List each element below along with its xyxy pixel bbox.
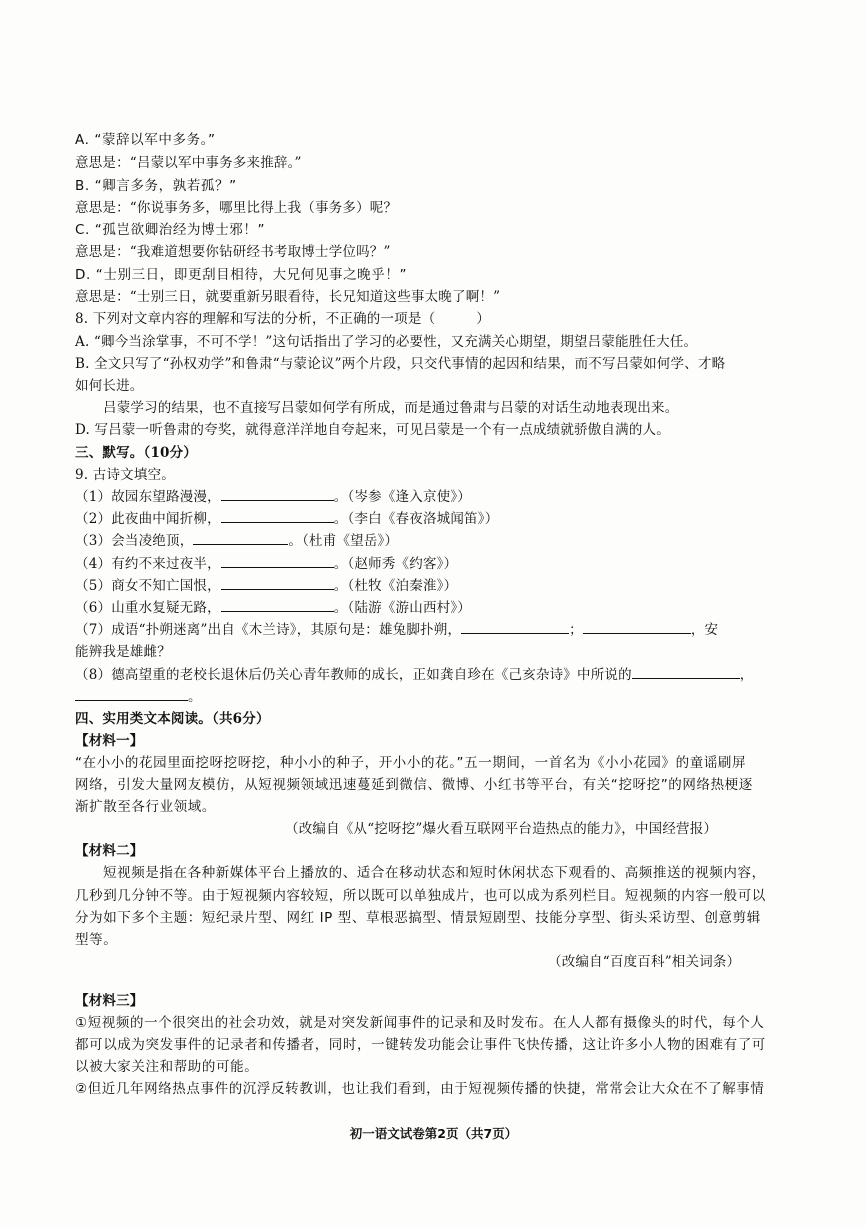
material1-para-line1: “在小小的花园里面挖呀挖呀挖，种小小的种子，开小小的花。”五一期间，一首名为《小小花园》的童谣刷屏 — [75, 755, 747, 771]
q9-item-7-cont: 能辨我是雄雌？ — [75, 644, 171, 660]
q9-item-8: （8）德高望重的老校长退休后仍关心青年教师的成长，正如龚自珍在《己亥杂诗》中所说的 ， — [75, 667, 754, 683]
material2-label: 【材料二】 — [75, 843, 144, 859]
answer-blank-8b[interactable] — [75, 688, 188, 701]
material3-para-line1: ①短视频的一个很突出的社会功效，就是对突发新闻事件的记录和及时发布。在人人都有摄像头的时代，每个人 — [75, 1015, 765, 1031]
q9-stem: 9. 古诗文填空。 — [75, 467, 175, 483]
q8-option-a: A. “卿今当涂掌事，不可不学！”这句话指出了学习的必要性，又充满关心期望，期望吕蒙能胜任大任。 — [75, 334, 698, 350]
q7-option-d-quote: D. “士别三日，即更刮目相待，大兄何见事之晚乎！” — [75, 267, 408, 283]
answer-blank-1[interactable] — [221, 488, 334, 501]
q7-option-c-meaning: 意思是：“我难道想要你钻研经书考取博士学位吗？” — [75, 244, 391, 260]
material3-label: 【材料三】 — [75, 993, 144, 1009]
section4-title: 四、实用类文本阅读。（共6分） — [75, 711, 270, 727]
q9-item-2: （2）此夜曲中闻折柳， 。（李白《春夜洛城闻笛》） — [75, 511, 499, 527]
material1-source: （改编自《从“挖呀挖”爆火看互联网平台造热点的能力》，中国经营报） — [285, 821, 718, 837]
q8-option-b-line2: 如何长进。 — [75, 378, 144, 394]
material2-para-line4: 型等。 — [75, 932, 118, 948]
q7-option-c-quote: C. “孤岂欲卿治经为博士邪！” — [75, 222, 266, 238]
q7-option-b-quote: B. “卿言多务，孰若孤？” — [75, 178, 237, 194]
answer-blank-3[interactable] — [193, 532, 288, 545]
material3-para-line4: ②但近几年网络热点事件的沉浮反转教训，也让我们看到，由于短视频传播的快捷，常常会让大众在不了解事情 — [75, 1081, 765, 1097]
q8-option-b-line1: B. 全文只写了“孙权劝学”和鲁肃“与蒙论议”两个片段，只交代事情的起因和结果，而不写吕蒙如何学、才略 — [75, 356, 726, 372]
material1-para-line2: 网络，引发大量网友模仿，从短视频领域迅速蔓延到微信、微博、小红书等平台，有关“挖呀挖”的网络热梗逐 — [75, 777, 753, 793]
q9-item-1: （1）故园东望路漫漫， 。（岑参《逢入京使》） — [75, 489, 471, 505]
q9-item-4: （4）有约不来过夜半， 。（赵师秀《约客》） — [75, 556, 458, 572]
q7-option-a-meaning: 意思是：“吕蒙以军中事务多来推辞。” — [75, 155, 302, 171]
material1-para-line3: 渐扩散至各行业领域。 — [75, 799, 216, 815]
answer-blank-4[interactable] — [221, 555, 334, 568]
q8-option-c: 吕蒙学习的结果，也不直接写吕蒙如何学有所成，而是通过鲁肃与吕蒙的对话生动地表现出来。 — [103, 400, 679, 416]
q9-item-3: （3）会当凌绝顶， 。（杜甫《望岳》） — [75, 533, 399, 549]
material2-para-line3: 分为如下多个主题：短纪录片型、网红 IP 型、草根恶搞型、情景短剧型、技能分享型、街头采访型、创意剪辑 — [75, 910, 761, 926]
material3-para-line2: 都可以成为突发事件的记录者和传播者，同时，一键转发功能会让事件飞快传播，这让许多小人物的困难有了可 — [75, 1037, 766, 1053]
material1-label: 【材料一】 — [75, 733, 144, 749]
q9-item-8-cont: 。 — [75, 688, 202, 706]
material2-source: （改编自“百度百科”相关词条） — [548, 954, 741, 970]
answer-blank-8a[interactable] — [632, 666, 740, 679]
material3-para-line3: 以被大家关注和帮助的可能。 — [75, 1059, 259, 1075]
q7-option-d-meaning: 意思是：“士别三日，就要重新另眼看待，长兄知道这些事太晚了啊！” — [75, 289, 501, 305]
answer-blank-5[interactable] — [221, 577, 334, 590]
material2-para-line2: 几秒到几分钟不等。由于短视频内容较短，所以既可以单独成片，也可以成为系列栏目。短视频的内容一般可以 — [75, 888, 766, 904]
q9-item-7: （7）成语“扑朔迷离”出自《木兰诗》，其原句是：雄兔脚扑朔， ； ，安 — [75, 622, 719, 638]
answer-blank-2[interactable] — [221, 510, 334, 523]
answer-blank-7a[interactable] — [461, 621, 569, 634]
q7-option-a-quote: A. “蒙辞以军中多务。” — [75, 132, 216, 148]
q9-item-6: （6）山重水复疑无路， 。（陆游《游山西村》） — [75, 600, 471, 616]
answer-blank-7b[interactable] — [583, 621, 691, 634]
q8-option-d: D. 写吕蒙一听鲁肃的夸奖，就得意洋洋地自夸起来，可见吕蒙是一个有一点成绩就骄傲自满的人。 — [75, 422, 670, 438]
q9-item-5: （5）商女不知亡国恨， 。（杜牧《泊秦淮》） — [75, 578, 458, 594]
section3-title: 三、默写。（10分） — [75, 445, 198, 461]
page-footer: 初一语文试卷第2页（共7页） — [349, 1126, 518, 1141]
answer-blank-6[interactable] — [221, 599, 334, 612]
material2-para-line1: 短视频是指在各种新媒体平台上播放的、适合在移动状态和短时休闲状态下观看的、高频推送的视频内容， — [103, 865, 766, 881]
q7-option-b-meaning: 意思是：“你说事务多，哪里比得上我（事务多）呢？ — [75, 200, 398, 216]
q8-stem: 8. 下列对文章内容的理解和写法的分析，不正确的一项是（ ） — [75, 311, 491, 327]
